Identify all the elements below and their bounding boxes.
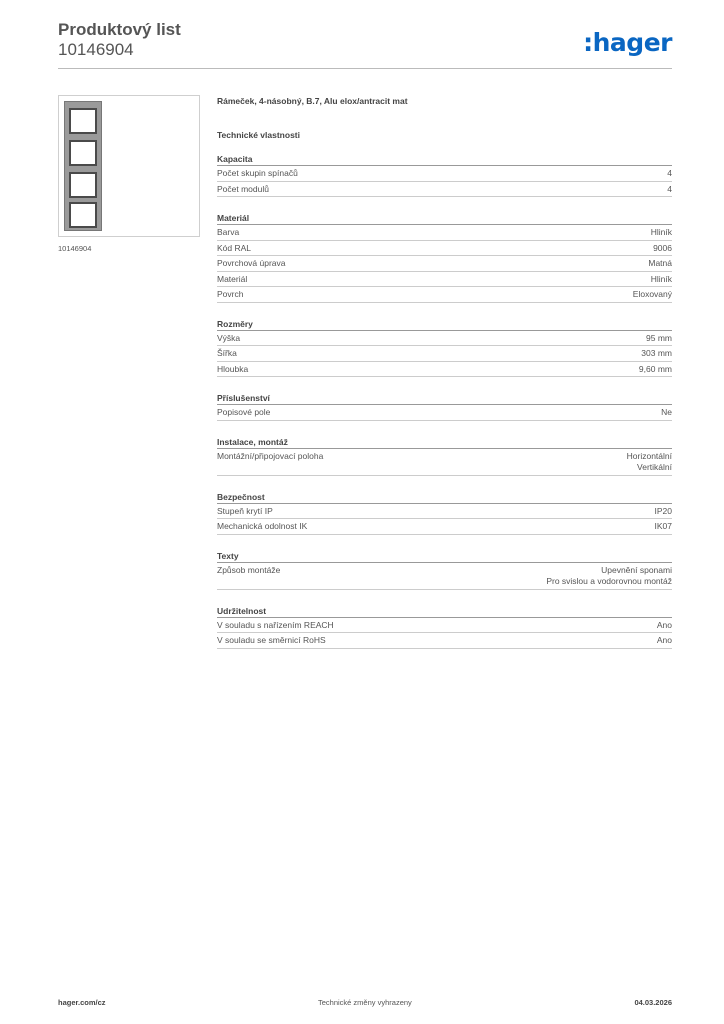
spec-value <box>657 635 672 647</box>
spec-row <box>217 272 672 288</box>
spec-value-line: 4 <box>667 168 672 178</box>
frame-opening <box>69 202 97 228</box>
product-image <box>58 95 200 237</box>
footer-date: 04.03.2026 <box>634 998 672 1007</box>
spec-row <box>217 405 672 421</box>
spec-value <box>648 258 672 270</box>
spec-label: Počet modulů <box>217 183 269 194</box>
spec-row <box>217 182 672 198</box>
spec-label: Hloubka <box>217 363 249 374</box>
section-heading: Materiál <box>217 213 672 225</box>
spec-label: Kód RAL <box>217 242 252 253</box>
spec-label: Šířka <box>217 348 237 358</box>
spec-label: Výška <box>217 332 241 343</box>
spec-value-line: 9006 <box>653 242 672 253</box>
section-heading: Kapacita <box>217 154 672 166</box>
header-divider <box>58 68 672 69</box>
spec-value-line: 95 mm <box>646 332 672 343</box>
spec-row <box>217 504 672 520</box>
spec-section <box>217 319 672 378</box>
spec-value-line: Ano <box>656 619 672 630</box>
spec-value <box>651 274 672 286</box>
spec-value-line: Hliník <box>650 227 672 237</box>
spec-value <box>641 348 672 360</box>
spec-value-line: Hliník <box>650 273 672 284</box>
spec-section <box>217 492 672 535</box>
spec-value-line: Eloxovaný <box>632 289 672 299</box>
spec-label: Mechanická odolnost IK <box>217 521 308 531</box>
section-heading: Bezpečnost <box>217 492 672 504</box>
spec-value <box>646 333 672 345</box>
spec-value-line: 303 mm <box>641 348 672 358</box>
spec-section <box>217 606 672 649</box>
page-header <box>58 20 672 68</box>
frame-opening <box>69 140 97 166</box>
spec-value <box>653 243 672 255</box>
hager-logo: :hager <box>583 28 672 57</box>
spec-value <box>651 227 672 239</box>
spec-label: Barva <box>217 227 240 237</box>
image-caption: 10146904 <box>58 244 92 253</box>
frame-opening <box>69 108 97 134</box>
spec-row <box>217 225 672 241</box>
spec-row <box>217 449 672 476</box>
section-heading: Instalace, montáž <box>217 437 672 449</box>
spec-row <box>217 346 672 362</box>
spec-label: Materiál <box>217 273 248 284</box>
section-heading: Texty <box>217 551 672 563</box>
spec-value <box>655 521 673 533</box>
spec-value-line: Vertikální <box>637 462 672 472</box>
spec-value-line: Ano <box>656 635 672 645</box>
spec-sections <box>217 154 672 649</box>
spec-label: Počet skupin spínačů <box>217 168 298 178</box>
spec-value <box>667 184 672 196</box>
spec-row <box>217 166 672 182</box>
spec-row <box>217 519 672 535</box>
spec-row <box>217 633 672 649</box>
section-heading: Příslušenství <box>217 393 672 405</box>
spec-value <box>655 506 673 518</box>
spec-value-line: 4 <box>667 183 672 194</box>
spec-row <box>217 241 672 257</box>
product-code: 10146904 <box>58 40 134 59</box>
spec-label: Způsob montáže <box>217 564 281 575</box>
technical-properties-title: Technické vlastnosti <box>217 130 300 140</box>
spec-label: Povrchová úprava <box>217 258 286 268</box>
spec-value <box>639 364 672 376</box>
spec-row <box>217 256 672 272</box>
spec-value <box>657 620 672 632</box>
spec-value <box>546 565 672 588</box>
spec-section <box>217 551 672 590</box>
spec-section <box>217 154 672 197</box>
spec-row <box>217 563 672 590</box>
spec-label: Stupeň krytí IP <box>217 505 273 516</box>
spec-value-line: Horizontální <box>626 450 672 461</box>
spec-content <box>217 96 672 649</box>
spec-value <box>667 168 672 180</box>
spec-value <box>661 407 672 419</box>
spec-label: V souladu s nařízením REACH <box>217 619 334 630</box>
page-title: Produktový list <box>58 20 181 39</box>
spec-value-line: Ne <box>661 407 672 417</box>
spec-value-line: Matná <box>648 258 672 268</box>
section-heading: Udržitelnost <box>217 606 672 618</box>
spec-value-line: 9,60 mm <box>638 363 672 374</box>
spec-row <box>217 287 672 303</box>
product-name: Rámeček, 4-násobný, B.7, Alu elox/antracit mat <box>217 96 408 106</box>
spec-row <box>217 618 672 634</box>
spec-value <box>627 451 672 474</box>
spec-label: Povrch <box>217 289 244 299</box>
footer-website[interactable]: hager.com/cz <box>58 998 106 1007</box>
spec-section <box>217 393 672 421</box>
spec-label: V souladu se směrnicí RoHS <box>217 635 326 645</box>
spec-value-line: IK07 <box>654 521 672 531</box>
spec-value <box>633 289 672 301</box>
spec-value-line: Pro svislou a vodorovnou montáž <box>546 576 672 586</box>
footer-note: Technické změny vyhrazeny <box>318 998 412 1007</box>
spec-section <box>217 213 672 303</box>
spec-row <box>217 331 672 347</box>
spec-row <box>217 362 672 378</box>
frame-opening <box>69 172 97 198</box>
spec-label: Popisové pole <box>217 407 271 417</box>
frame-illustration <box>64 101 102 231</box>
spec-value-line: IP20 <box>654 505 672 516</box>
section-heading: Rozměry <box>217 319 672 331</box>
spec-value-line: Upevnění sponami <box>601 564 672 575</box>
spec-section <box>217 437 672 476</box>
spec-label: Montážní/připojovací poloha <box>217 450 324 461</box>
